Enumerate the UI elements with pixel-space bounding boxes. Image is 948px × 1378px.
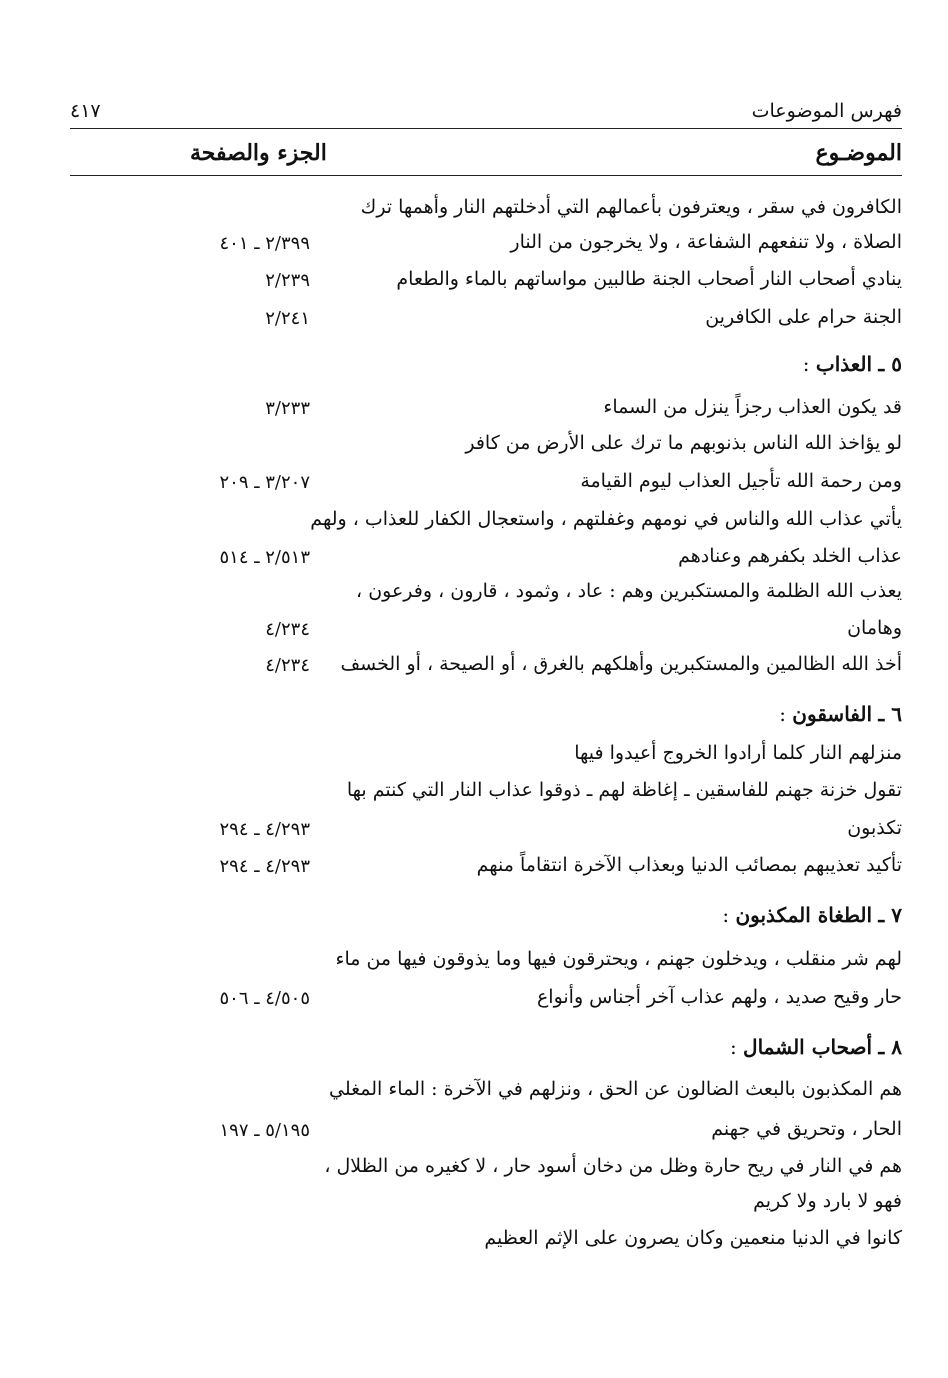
column-header-topic: الموضـوع [815,140,902,166]
section-colon: : [779,702,793,726]
entry-text: عذاب الخلد بكفرهم وعنادهم [678,545,902,567]
entry-text: هم المكذبون بالبعث الضالون عن الحق ، ونزلهم في الآخرة : الماء المغلي [328,1078,902,1100]
section-colon: : [802,352,816,376]
entry-text: لو يؤاخذ الله الناس بذنوبهم ما ترك على الأرض من كافر [465,432,902,454]
section-heading [730,1035,902,1059]
entry-reference: ٢/٣٩٩ ـ ٤٠١ [219,233,310,254]
section-number: ٦ ـ [878,702,902,726]
section-heading [722,903,902,927]
page-number: ٤١٧ [70,100,101,122]
entry-text: يأتي عذاب الله والناس في نومهم وغفلتهم ، واستعجال الكفار للعذاب ، ولهم [310,508,902,530]
section-title: أصحاب الشمال [743,1035,873,1059]
entry-text: الحار ، وتحريق في جهنم [711,1118,902,1140]
entry-reference: ٢/٢٣٩ [265,270,310,291]
entry-text: ينادي أصحاب النار أصحاب الجنة طالبين مواساتهم بالماء والطعام [396,268,902,290]
column-header-rule [70,175,902,176]
section-colon: : [729,1035,744,1059]
entry-text: أخذ الله الظالمين والمستكبرين وأهلكهم بالغرق ، أو الصيحة ، أو الخسف [340,653,902,675]
entry-reference: ٢/٥١٣ ـ ٥١٤ [219,547,310,568]
entry-text: منزلهم النار كلما أرادوا الخروج أعيدوا فيها [574,742,902,764]
entry-text: تقول خزنة جهنم للفاسقين ـ إغاظة لهم ـ ذوقوا عذاب النار التي كنتم بها [346,779,902,801]
running-head [70,96,902,128]
entry-reference: ٤/٥٠٥ ـ ٥٠٦ [219,988,310,1009]
entry-reference: ٥/١٩٥ ـ ١٩٧ [219,1120,310,1141]
entry-text: يعذب الله الظلمة والمستكبرين وهم : عاد ، وثمود ، قارون ، وفرعون ، [356,580,902,602]
entry-text: الجنة حرام على الكافرين [705,306,902,328]
entry-reference: ٤/٢٩٣ ـ ٢٩٤ [219,819,310,840]
section-title: الطغاة المكذبون [735,903,873,927]
entry-reference: ٣/٢٠٧ ـ ٢٠٩ [219,472,310,493]
entry-text: تكذبون [847,817,902,839]
entry-text: الصلاة ، ولا تنفعهم الشفاعة ، ولا يخرجون من النار [510,231,902,253]
entry-reference: ٤/٢٣٤ [265,619,310,640]
entry-text: ومن رحمة الله تأجيل العذاب ليوم القيامة [580,470,902,492]
section-heading [779,702,902,726]
column-header-reference: الجزء والصفحة [190,140,327,166]
entry-text: كانوا في الدنيا منعمين وكان يصرون على الإثم العظيم [484,1227,902,1249]
entry-text: حار وقيح صديد ، ولهم عذاب آخر أجناس وأنواع [536,986,902,1008]
section-number: ٧ ـ [878,903,902,927]
entry-reference: ٣/٢٣٣ [265,398,310,419]
section-title: العذاب [815,352,873,376]
section-title: الفاسقون [792,702,873,726]
section-heading [803,352,902,376]
entry-reference: ٢/٢٤١ [265,308,310,329]
section-number: ٨ ـ [878,1035,902,1059]
header-rule [70,128,902,129]
entry-text: تأكيد تعذيبهم بمصائب الدنيا وبعذاب الآخرة انتقاماً منهم [476,854,902,876]
entry-text: قد يكون العذاب رجزاً ينزل من السماء [603,396,902,418]
running-title: فهرس الموضوعات [751,100,902,122]
entry-text: لهم شر منقلب ، ويدخلون جهنم ، ويحترقون فيها وما يذوقون فيها من ماء [335,948,902,970]
entry-text: فهو لا بارد ولا كريم [753,1190,902,1212]
entry-reference: ٤/٢٩٣ ـ ٢٩٤ [219,856,310,877]
section-number: ٥ ـ [878,352,902,376]
section-colon: : [722,903,736,927]
entry-text: الكافرون في سقر ، ويعترفون بأعمالهم التي أدخلتهم النار وأهمها ترك [360,196,902,218]
entry-text: هم في النار في ريح حارة وظل من دخان أسود حار ، لا كغيره من الظلال ، [324,1155,902,1177]
entry-reference: ٤/٢٣٤ [265,655,310,676]
entry-text: وهامان [847,617,902,639]
